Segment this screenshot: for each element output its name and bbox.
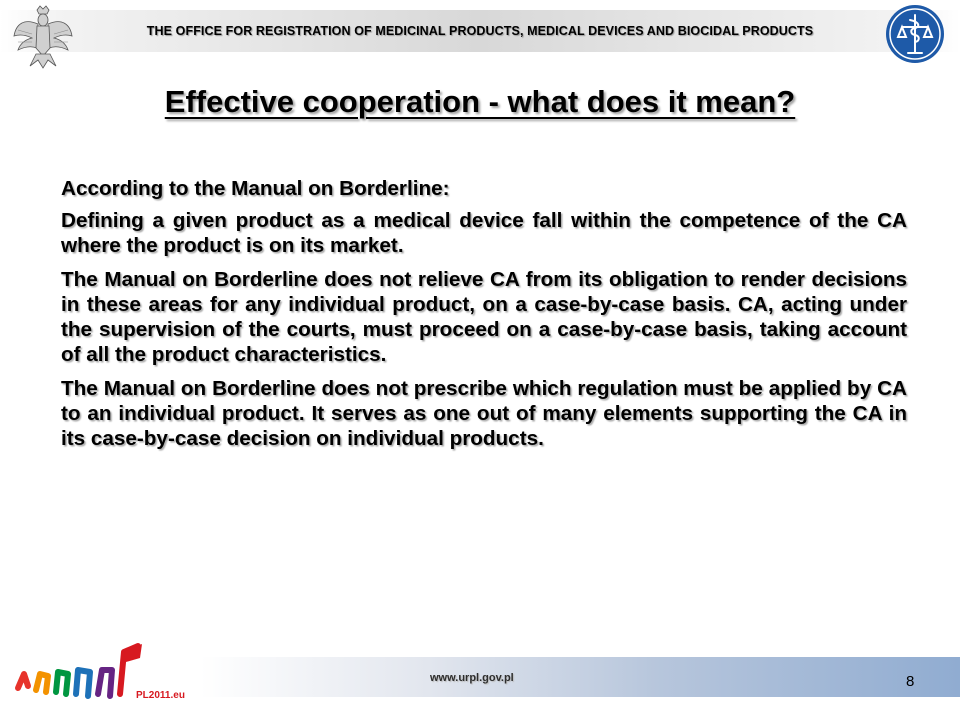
body-paragraph: Defining a given product as a medical device fall within the competence of the CA where the product is on its market.: [61, 209, 907, 257]
footer-band: [200, 657, 960, 697]
footer-url[interactable]: www.urpl.gov.pl: [430, 672, 514, 684]
page-number: 8: [906, 673, 915, 690]
urpl-emblem-icon: [884, 3, 946, 65]
body-paragraph: The Manual on Borderline does not relieve CA from its obligation to render decisions in these areas for any individual product, on a case-by-case basis. CA, acting under the supervision of the courts, must proceed on a case-by-case basis, taking account of all the product characteristics.: [61, 268, 907, 366]
slide-title: Effective cooperation - what does it mean?: [164, 84, 796, 119]
pl-logo-text: PL2011.eu: [136, 690, 185, 701]
slide-body: [61, 176, 907, 460]
pl2011-presidency-logo-icon: [12, 636, 192, 706]
header-title: THE OFFICE FOR REGISTRATION OF MEDICINAL PRODUCTS, MEDICAL DEVICES AND BIOCIDAL PRODUCTS: [146, 24, 814, 38]
body-intro: According to the Manual on Borderline:: [61, 177, 450, 200]
body-paragraph: The Manual on Borderline does not prescribe which regulation must be applied by CA to an individual product. It serves as one out of many elements supporting the CA in its case-by-case decision on individual products.: [61, 377, 907, 450]
